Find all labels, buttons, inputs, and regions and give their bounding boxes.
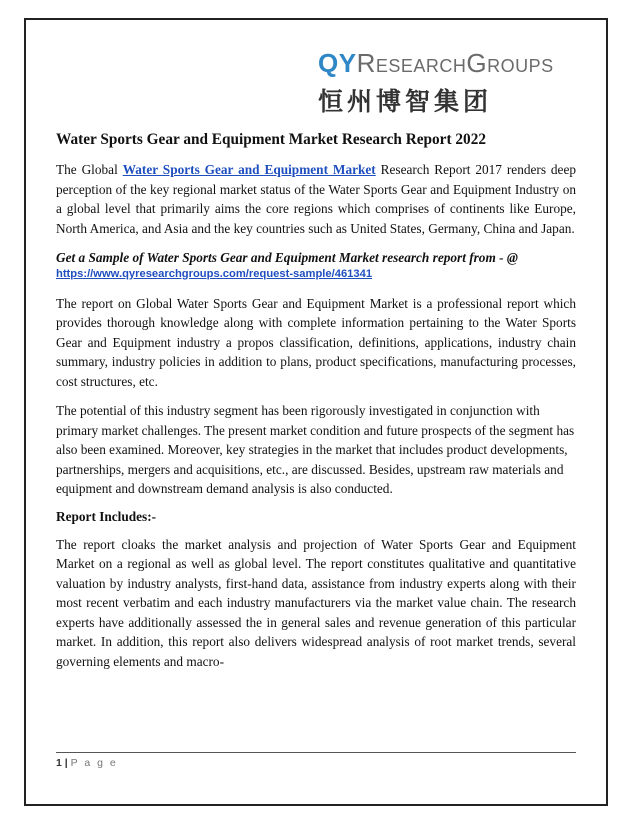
paragraph-analysis: The report cloaks the market analysis and projection of Water Sports Gear and Equipment Market on a regional as well as global level. The report constitutes qualitative and quantitative valuation by industry analysts, first-hand data, assistance from industry experts along with their most recent verbatim and each industry manufacturers via the market value chain. The research experts have additionally assessed the in general sales and revenue generation of this particular market. In addition, this report also delivers widespread analysis of root market trends, several governing elements and macro- [56, 536, 576, 669]
logo-prefix: QY [318, 48, 357, 78]
report-title: Water Sports Gear and Equipment Market Research Report 2022 [56, 131, 486, 148]
paragraph-potential: The potential of this industry segment has been rigorously investigated in conjunction with primary market challenges. The present market condition and future prospects of the segment has also been examined. Moreover, key strategies in the market that includes product developments, partnerships, mergers and acquisitions, etc., are discussed. Besides, upstream raw materials and equipment and downstream demand analysis is also conducted. [56, 403, 575, 496]
page-number: 1 [56, 757, 62, 769]
document-body [56, 130, 576, 681]
intro-after-link: Research Report 2017 renders deep perception of the key regional market status of the Water Sports Gear and Equipment Industry on a global level that primarily aims the core regions which comprises of continents like Europe, North America, and Asia and the key countries such as United States, Germany, China and Japan. [56, 162, 577, 236]
logo-chinese: 恒州博智集团 [318, 87, 493, 116]
page-label: P a g e [70, 757, 118, 769]
paragraph-overview: The report on Global Water Sports Gear and Equipment Market is a professional report which provides thorough knowledge along with complete information pertaining to the Water Sports Gear and Equipment industry a propos classification, definitions, applications, industry chain summary, industry policies in addition to plans, product specifications, manufacturing processes, cost structures, etc. [56, 295, 576, 389]
intro-paragraph [56, 160, 576, 238]
company-logo [318, 48, 588, 118]
logo-english [318, 48, 554, 79]
sample-request-text: Get a Sample of Water Sports Gear and Equipment Market research report from - @ [56, 250, 518, 265]
intro-before-link: The Global [56, 162, 123, 177]
report-includes-heading: Report Includes:- [56, 508, 157, 524]
market-link[interactable]: Water Sports Gear and Equipment Market [122, 162, 376, 177]
sample-request-link[interactable]: https://www.qyresearchgroups.com/request-sample/461341 [56, 267, 373, 280]
page-footer [56, 757, 118, 769]
logo-name: ResearchGroups [356, 48, 554, 78]
footer-separator: | [61, 757, 71, 769]
footer-divider [56, 752, 576, 753]
